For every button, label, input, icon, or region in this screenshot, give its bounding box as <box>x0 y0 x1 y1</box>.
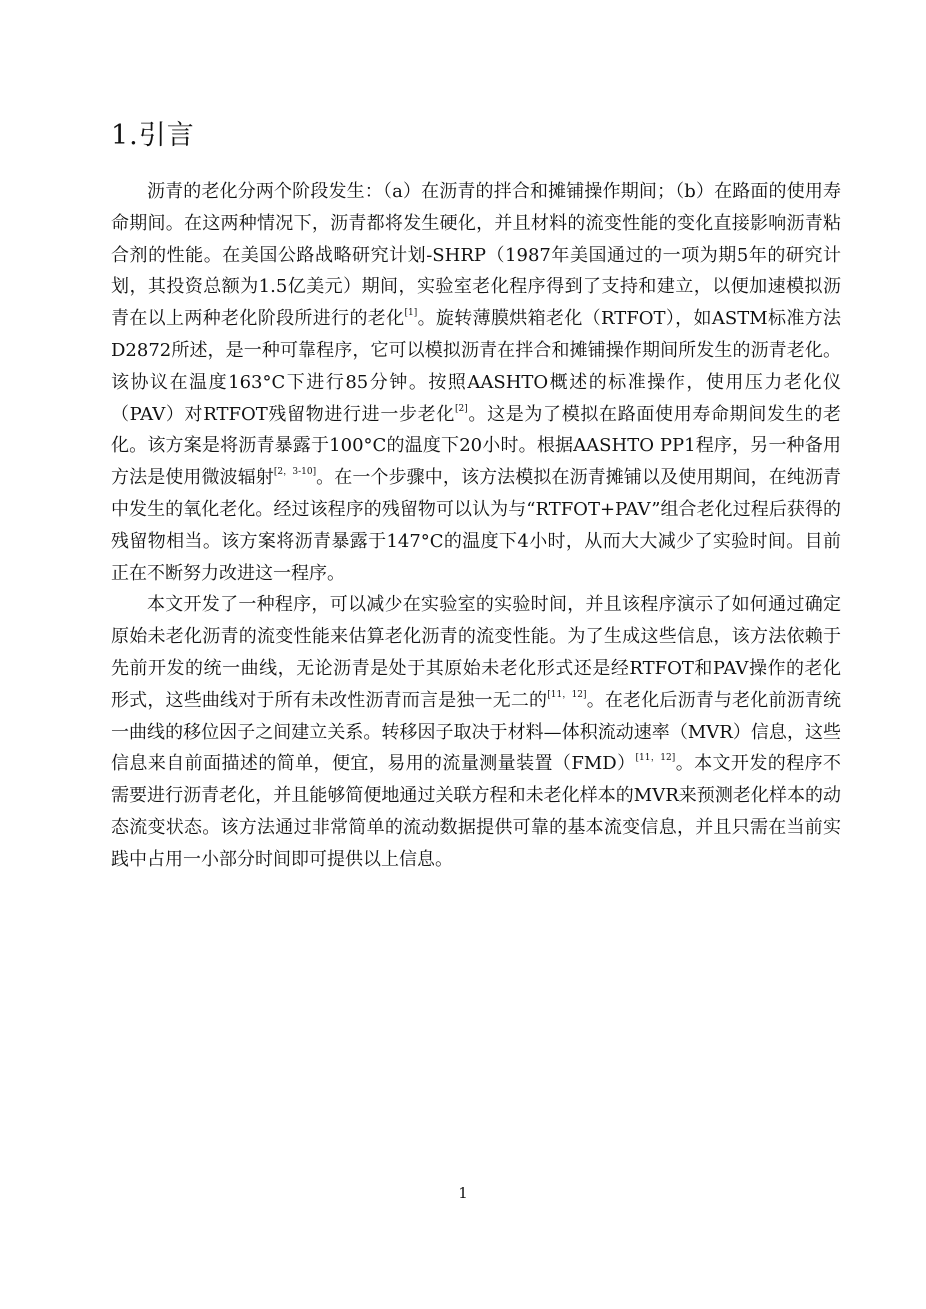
text-run: 。在老化后沥青与老化前沥青统一曲线的移位因子之间建立关系。转移因子取决于材料—体积流动速率（MVR）信息，这些信息来自前面描述的简单，便宜，易用的流量测量装置（FMD） <box>111 689 842 775</box>
body-text <box>111 176 841 876</box>
paragraph <box>111 589 841 875</box>
page-number: 1 <box>458 1184 468 1202</box>
text-run: 。旋转薄膜烘箱老化（RTFOT），如ASTM标准方法D2872所述，是一种可靠程序，它可以模拟沥青在拌合和摊铺操作期间所发生的沥青老化。该协议在温度163°C下进行85分钟。按照AASHTO概述的标准操作，使用压力老化仪（PAV）对RTFOT残留物进行进一步老化 <box>111 308 841 425</box>
text-run: 。这是为了模拟在路面使用寿命期间发生的老化。该方案是将沥青暴露于100°C的温度下20小时。根据AASHTO PP1程序，另一种备用方法是使用微波辐射 <box>111 403 841 489</box>
citation-marker: [1] <box>404 308 418 319</box>
text-run: 。在一个步骤中，该方法模拟在沥青摊铺以及使用期间，在纯沥青中发生的氧化老化。经过该程序的残留物可以认为与“RTFOT+PAV”组合老化过程后获得的残留物相当。该方案将沥青暴露于147°C的温度下4小时，从而大大减少了实验时间。目前正在不断努力改进这一程序。 <box>111 467 841 584</box>
section-heading: 1.引言 <box>111 120 195 151</box>
text-run: 沥青的老化分两个阶段发生：（a）在沥青的拌合和摊铺操作期间；（b）在路面的使用寿命期间。在这两种情况下，沥青都将发生硬化，并且材料的流变性能的变化直接影响沥青粘合剂的性能。在美国公路战略研究计划-SHRP（1987年美国通过的一项为期5年的研究计划，其投资总额为1.5亿美元）期间，实验室老化程序得到了支持和建立，以便加速模拟沥青在以上两种老化阶段所进行的老化 <box>111 181 841 330</box>
citation-marker: [2] <box>455 403 468 414</box>
text-run: 。本文开发的程序不需要进行沥青老化，并且能够简便地通过关联方程和未老化样本的MVR来预测老化样本的动态流变状态。该方法通过非常简单的流动数据提供可靠的基本流变信息，并且只需在当前实践中占用一小部分时间即可提供以上信息。 <box>111 753 841 870</box>
citation-marker: [2，3-10] <box>273 467 317 478</box>
paragraph <box>111 176 841 589</box>
citation-marker: [11，12] <box>635 753 676 764</box>
citation-marker: [11，12] <box>547 689 587 700</box>
text-run: 本文开发了一种程序，可以减少在实验室的实验时间，并且该程序演示了如何通过确定原始未老化沥青的流变性能来估算老化沥青的流变性能。为了生成这些信息，该方法依赖于先前开发的统一曲线，无论沥青是处于其原始未老化形式还是经RTFOT和PAV操作的老化形式，这些曲线对于所有未改性沥青而言是独一无二的 <box>111 594 841 711</box>
